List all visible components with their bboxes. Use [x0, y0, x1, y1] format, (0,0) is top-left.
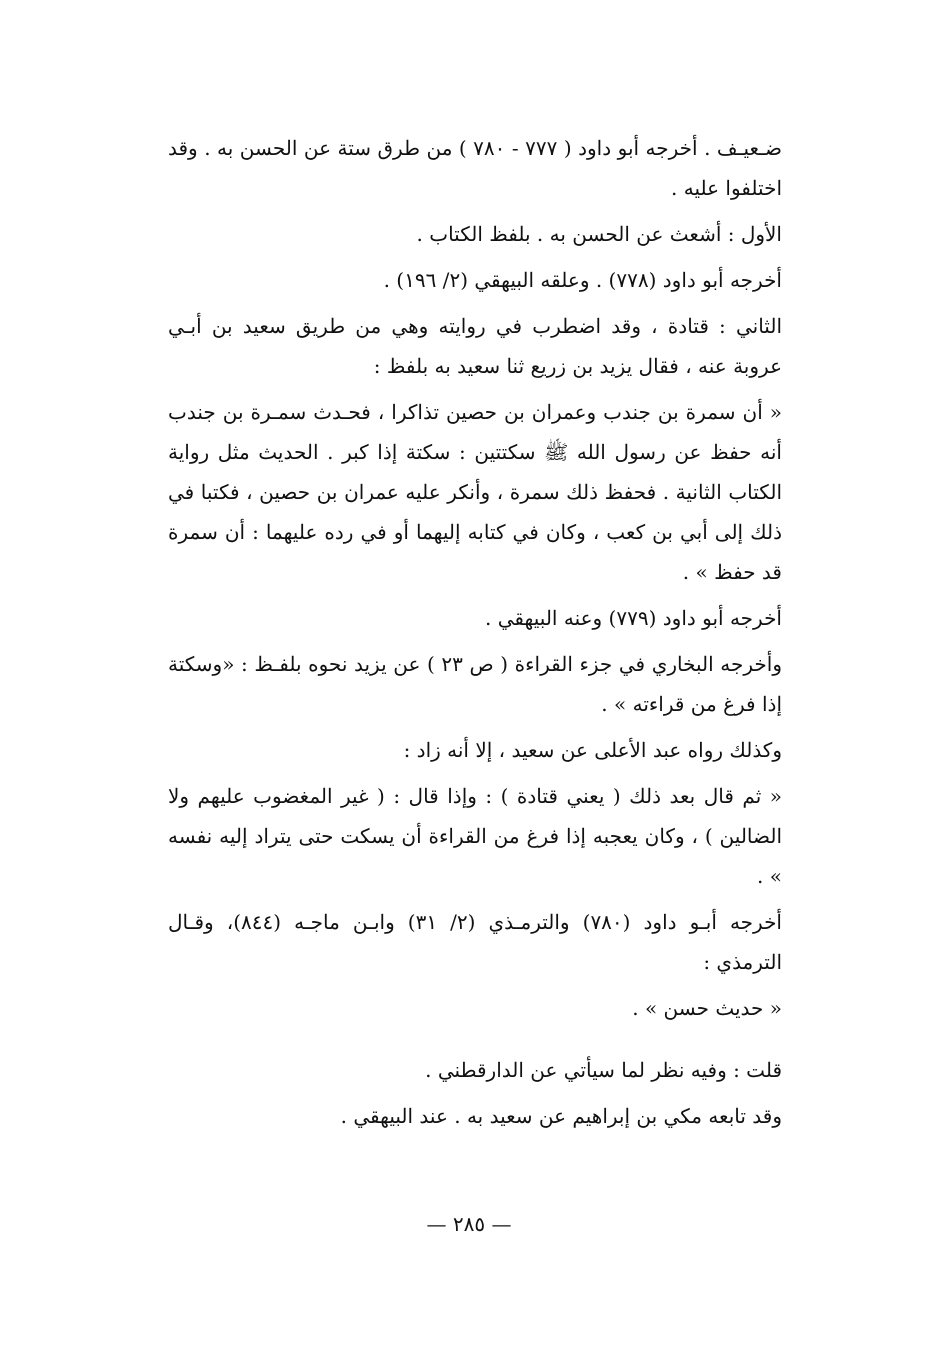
paragraph-tirmidhi-grading: « حديث حسن » .	[632, 996, 782, 1020]
paragraph-corroboration: وقد تابعه مكي بن إبراهيم عن سعيد به . عند البيهقي .	[340, 1104, 782, 1128]
paragraph-sources-780: أخرجه أبـو داود (٧٨٠) والترمـذي (٢/ ٣١) وابـن ماجـه (٨٤٤)، وقـال الترمذي :	[168, 910, 782, 974]
paragraph-grading: ضـعيـف . أخرجه أبو داود ( ٧٧٧ - ٧٨٠ ) من طرق ستة عن الحسن به . وقد اختلفوا عليه .	[168, 136, 782, 200]
body-text	[168, 128, 840, 1142]
paragraph-qatada-addition: « ثم قال بعد ذلك ( يعني قتادة ) : وإذا قال : ( غير المغضوب عليهم ولا الضالين ) ، وكان يعجبه إذا فرغ من القراءة أن يسكت حتى يتراد إليه نفسه » .	[168, 784, 782, 888]
page-number: — ٢٨٥ —	[426, 1212, 512, 1236]
paragraph-abd-al-ala: وكذلك رواه عبد الأعلى عن سعيد ، إلا أنه زاد :	[403, 738, 782, 762]
paragraph-bukhari: وأخرجه البخاري في جزء القراءة ( ص ٢٣ ) عن يزيد نحوه بلفـظ : «وسكتة إذا فرغ من قراءته » .	[168, 652, 782, 716]
paragraph-abu-dawud-779: أخرجه أبو داود (٧٧٩) وعنه البيهقي .	[485, 606, 782, 630]
paragraph-first-path: الأول : أشعث عن الحسن به . بلفظ الكتاب .	[416, 222, 782, 246]
paragraph-hadith-quote: « أن سمرة بن جندب وعمران بن حصين تذاكرا ، فحـدث سمـرة بن جندب أنه حفظ عن رسول الله ﷺ سكتتين : سكتة إذا كبر . الحديث مثل رواية الكتاب الثانية . فحفظ ذلك سمرة ، وأنكر عليه عمران بن حصين ، فكتبا في ذلك إلى أبي بن كعب ، وكان في كتابه إليهما أو في رده عليهما : أن سمرة قد حفظ » .	[168, 400, 782, 584]
paragraph-first-path-source: أخرجه أبو داود (٧٧٨) . وعلقه البيهقي (٢/ ١٩٦) .	[383, 268, 782, 292]
paragraph-second-path: الثاني : قتادة ، وقد اضطرب في روايته وهي من طريق سعيد بن أبـي عروبة عنه ، فقال يزيد بن زريع ثنا سعيد به بلفظ :	[168, 314, 782, 378]
paragraph-author-note: قلت : وفيه نظر لما سيأتي عن الدارقطني .	[425, 1058, 782, 1082]
